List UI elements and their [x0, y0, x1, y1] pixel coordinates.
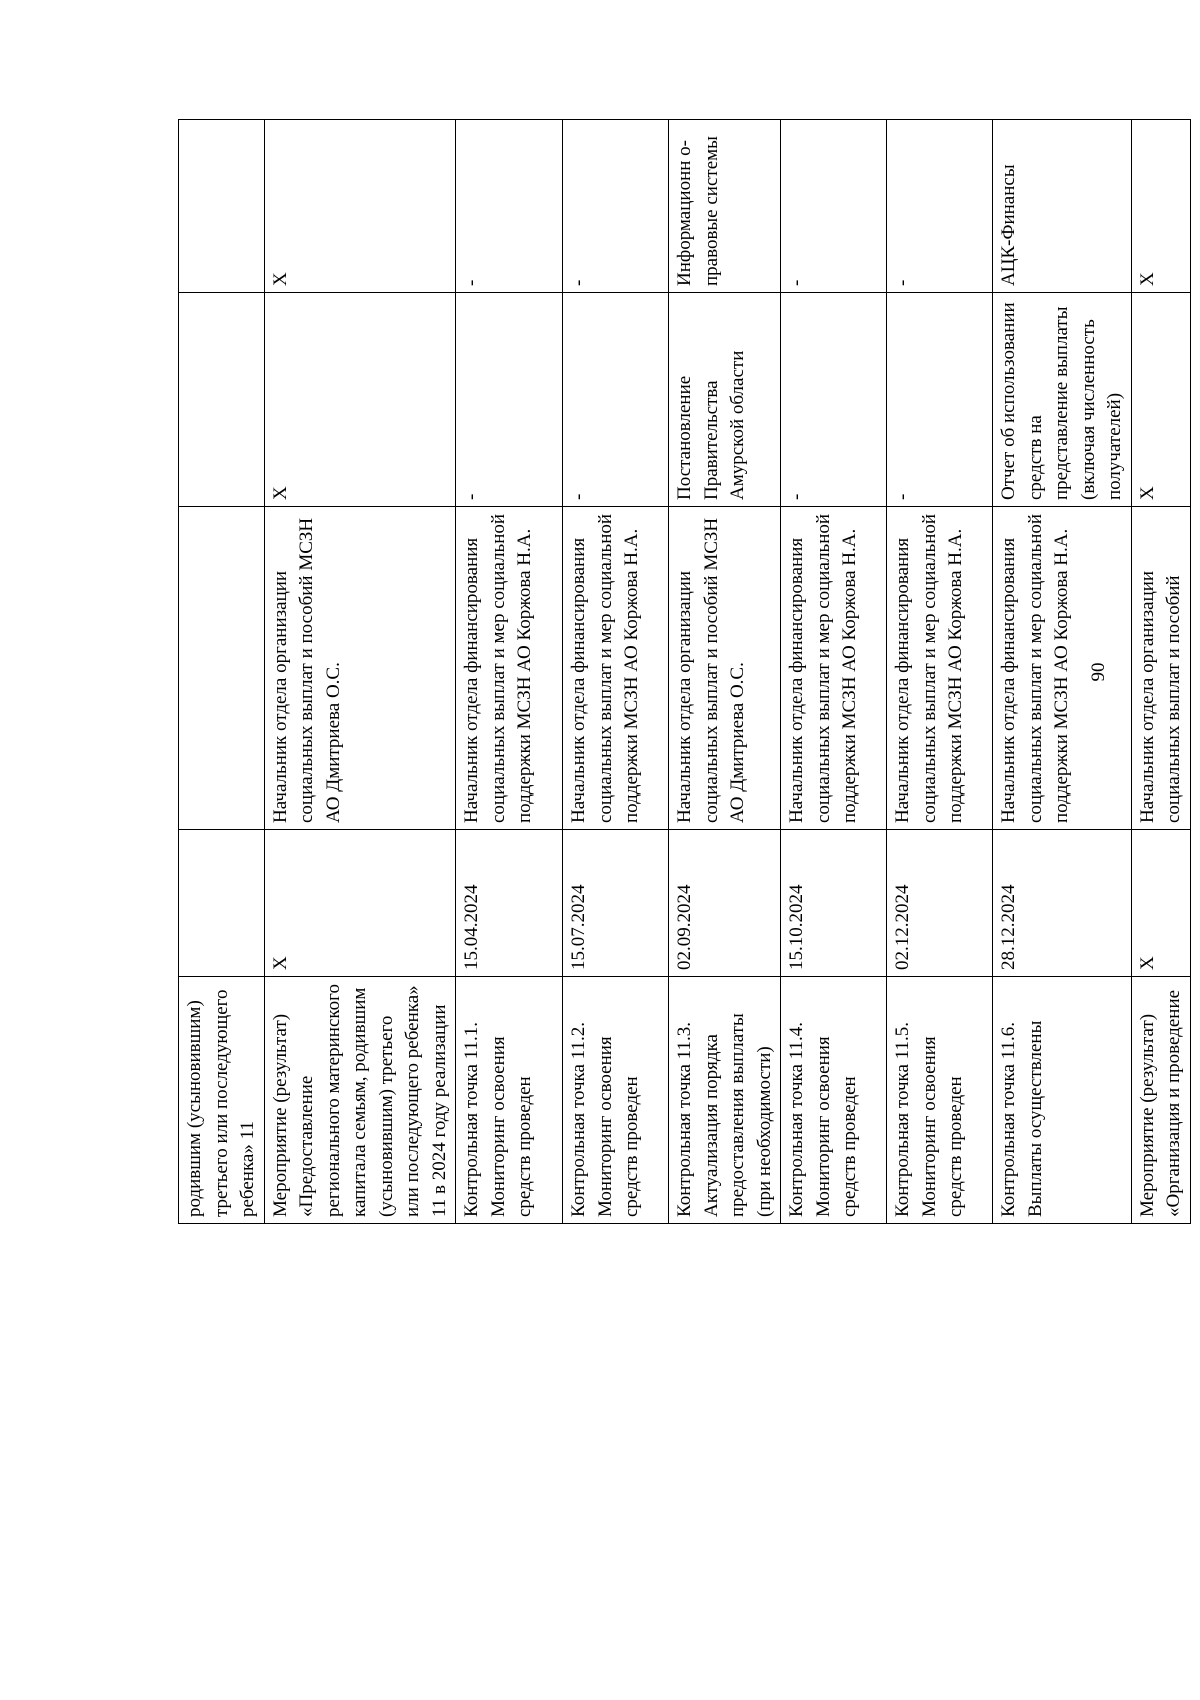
date-cell: Х: [264, 830, 456, 977]
page-number: 90: [1088, 662, 1109, 682]
activity-cell: родившим (усыновившим) третьего или последующего ребенка» 11: [179, 977, 265, 1224]
table-row: [563, 120, 669, 1224]
responsible-cell: Начальник отдела финансирования социальных выплат и мер социальной поддержки МСЗН АО Коржова Н.А.: [887, 507, 993, 830]
activity-cell: Мероприятие (результат) «Предоставление регионального материнского капитала семьям, родившим (усыновившим) третьего или последующего ребенка» 11 в 2024 году реализации: [264, 977, 456, 1224]
document-cell: Х: [264, 293, 456, 507]
date-cell: 15.10.2024: [781, 830, 887, 977]
table-row: [456, 120, 563, 1224]
activity-cell: Мероприятие (результат) «Организация и проведение: [1131, 977, 1190, 1224]
system-cell: [179, 120, 265, 293]
table-row: [669, 120, 781, 1224]
responsible-cell: Начальник отдела организации социальных выплат и пособий МСЗН АО Дмитриева О.С.: [669, 507, 781, 830]
date-cell: 28.12.2024: [993, 830, 1132, 977]
table-row: [993, 120, 1132, 1224]
date-cell: 15.04.2024: [456, 830, 563, 977]
document-cell: -: [563, 293, 669, 507]
activity-cell: Контрольная точка 11.1. Мониторинг освоения средств проведен: [456, 977, 563, 1224]
document-cell: -: [456, 293, 563, 507]
table-row: [179, 120, 265, 1224]
system-cell: Информационн о-правовые системы: [669, 120, 781, 293]
document-cell: Х: [1131, 293, 1190, 507]
date-cell: 02.12.2024: [887, 830, 993, 977]
responsible-cell: Начальник отдела финансирования социальных выплат и мер социальной поддержки МСЗН АО Коржова Н.А.: [993, 507, 1132, 830]
activity-cell: Контрольная точка 11.3. Актуализация порядка предоставления выплаты (при необходимости): [669, 977, 781, 1224]
system-cell: Х: [1131, 120, 1190, 293]
responsible-cell: Начальник отдела финансирования социальных выплат и мер социальной поддержки МСЗН АО Коржова Н.А.: [456, 507, 563, 830]
system-cell: -: [563, 120, 669, 293]
responsible-cell: Начальник отдела организации социальных выплат и пособий: [1131, 507, 1190, 830]
activity-cell: Контрольная точка 11.5. Мониторинг освоения средств проведен: [887, 977, 993, 1224]
table-row: [264, 120, 456, 1224]
date-cell: Х: [1131, 830, 1190, 977]
system-cell: -: [781, 120, 887, 293]
activity-cell: Контрольная точка 11.6. Выплаты осуществлены: [993, 977, 1132, 1224]
date-cell: 15.07.2024: [563, 830, 669, 977]
table-row: [887, 120, 993, 1224]
system-cell: -: [887, 120, 993, 293]
system-cell: АЦК-Финансы: [993, 120, 1132, 293]
table-row: [781, 120, 887, 1224]
system-cell: -: [456, 120, 563, 293]
activity-cell: Контрольная точка 11.2. Мониторинг освоения средств проведен: [563, 977, 669, 1224]
document-cell: Отчет об использовании средств на представление выплаты (включая численность получателей): [993, 293, 1132, 507]
document-cell: -: [887, 293, 993, 507]
document-cell: -: [781, 293, 887, 507]
table-row: [1131, 120, 1190, 1224]
control-points-table: [178, 119, 1191, 1224]
rotated-document-page: [178, 120, 1184, 1224]
activity-cell: Контрольная точка 11.4. Мониторинг освоения средств проведен: [781, 977, 887, 1224]
date-cell: 02.09.2024: [669, 830, 781, 977]
responsible-cell: Начальник отдела финансирования социальных выплат и мер социальной поддержки МСЗН АО Коржова Н.А.: [563, 507, 669, 830]
responsible-cell: [179, 507, 265, 830]
document-cell: Постановление Правительства Амурской области: [669, 293, 781, 507]
system-cell: Х: [264, 120, 456, 293]
responsible-cell: Начальник отдела организации социальных выплат и пособий МСЗН АО Дмитриева О.С.: [264, 507, 456, 830]
document-cell: [179, 293, 265, 507]
responsible-cell: Начальник отдела финансирования социальных выплат и мер социальной поддержки МСЗН АО Коржова Н.А.: [781, 507, 887, 830]
date-cell: [179, 830, 265, 977]
